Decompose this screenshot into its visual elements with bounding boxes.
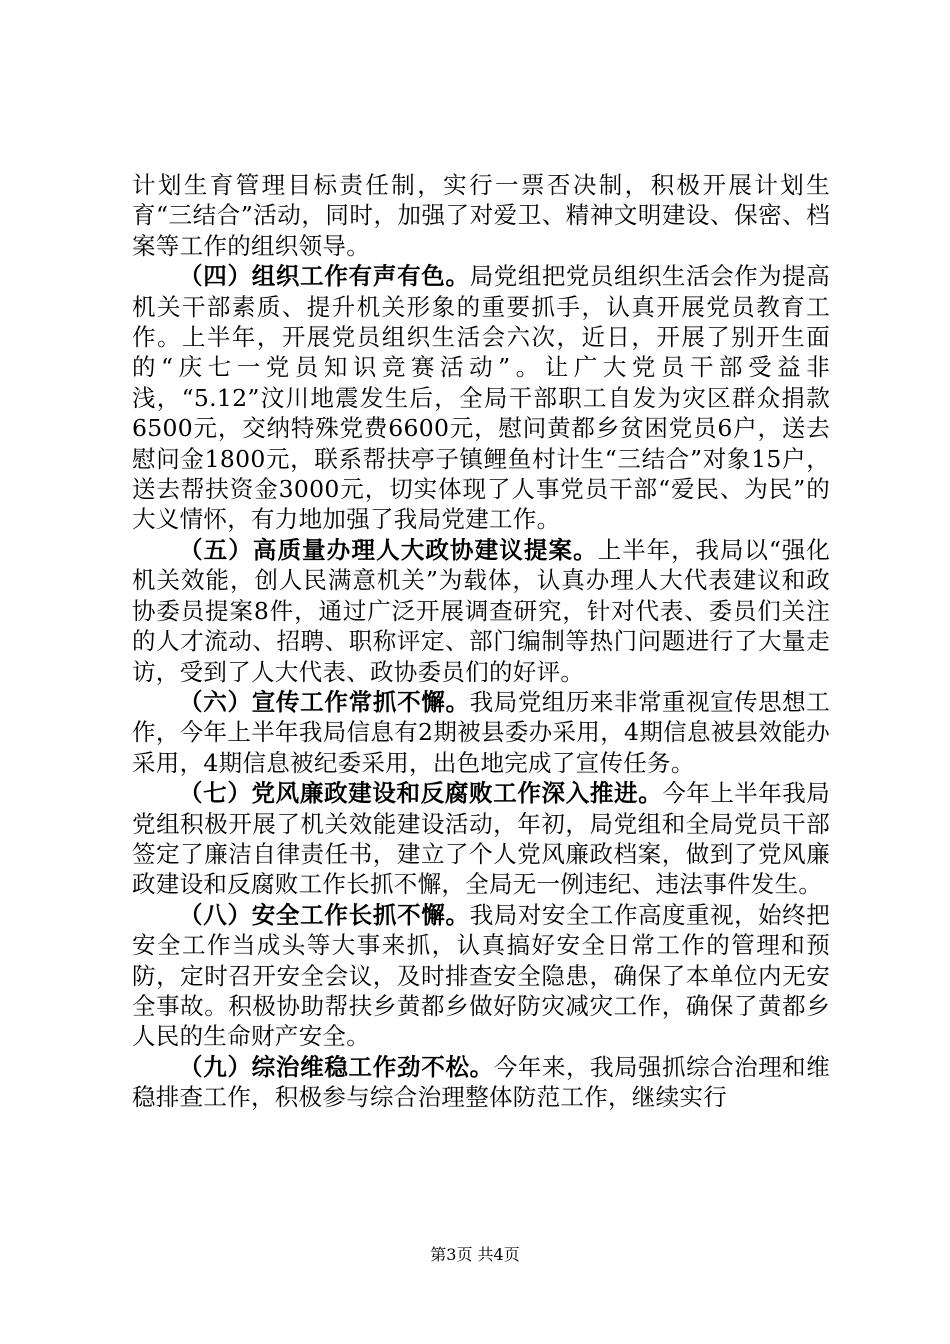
page-number: 第3页 共4页 bbox=[430, 1245, 520, 1264]
paragraph-publicity bbox=[132, 687, 830, 778]
paragraph-text: 上半年，我局以“强化机关效能，创人民满意机关”为载体，认真办理人大代表建议和政协委员提案8件，通过广泛开展调查研究，针对代表、委员们关注的人才流动、招聘、职称评定、部门编制等热门问题进行了大量走访，受到了人大代表、政协委员们的好评。 bbox=[132, 535, 831, 686]
paragraph-heading: （八）安全工作长抓不懈。 bbox=[179, 900, 470, 929]
paragraph-safety bbox=[132, 900, 830, 1052]
paragraph-heading: （七）党风廉政建设和反腐败工作深入推进。 bbox=[179, 779, 663, 808]
paragraph-heading: （六）宣传工作常抓不懈。 bbox=[179, 687, 470, 716]
paragraph-heading: （五）高质量办理人大政协建议提案。 bbox=[179, 535, 598, 564]
page-footer bbox=[0, 1245, 950, 1265]
paragraph-continuation bbox=[132, 170, 830, 261]
paragraph-heading: （四）组织工作有声有色。 bbox=[179, 262, 470, 291]
paragraph-anti-corruption bbox=[132, 778, 830, 900]
paragraph-text: 我局党组历来非常重视宣传思想工作，今年上半年我局信息有2期被县委办采用，4期信息被县效能办采用，4期信息被纪委采用，出色地完成了宣传任务。 bbox=[132, 687, 831, 777]
paragraph-text: 今年上半年我局党组积极开展了机关效能建设活动，年初，局党组和全局党员干部签定了廉洁自律责任书，建立了个人党风廉政档案，做到了党风廉政建设和反腐败工作长抓不懈，全局无一例违纪、违法事件发生。 bbox=[132, 779, 831, 899]
document-body bbox=[132, 170, 830, 1113]
paragraph-text: 我局对安全工作高度重视，始终把安全工作当成头等大事来抓，认真搞好安全日常工作的管理和预防，定时召开安全会议，及时排查安全隐患，确保了本单位内无安全事故。积极协助帮扶乡黄都乡做好防灾减灾工作，确保了黄都乡人民的生命财产安全。 bbox=[132, 900, 831, 1051]
paragraph-proposals bbox=[132, 535, 830, 687]
paragraph-stability bbox=[132, 1052, 830, 1113]
paragraph-text: 今年来，我局强抓综合治理和维稳排查工作，积极参与综合治理整体防范工作，继续实行 bbox=[132, 1052, 831, 1112]
paragraph-heading: （九）综治维稳工作劲不松。 bbox=[179, 1052, 494, 1081]
paragraph-text: 计划生育管理目标责任制，实行一票否决制，积极开展计划生育“三结合”活动，同时，加强了对爱卫、精神文明建设、保密、档案等工作的组织领导。 bbox=[132, 171, 830, 260]
paragraph-organization-work bbox=[132, 261, 830, 535]
paragraph-text: 局党组把党员组织生活会作为提高机关干部素质、提升机关形象的重要抓手，认真开展党员教育工作。上半年，开展党员组织生活会六次，近日，开展了别开生面的“庆七一党员知识竞赛活动”。让广大党员干部受益非浅，“5.12”汶川地震发生后，全局干部职工自发为灾区群众捐款6500元，交纳特殊党费6600元，慰问黄都乡贫困党员6户，送去慰问金1800元，联系帮扶亭子镇鲤鱼村计生“三结合”对象15户，送去帮扶资金3000元，切实体现了人事党员干部“爱民、为民”的大义情怀，有力地加强了我局党建工作。 bbox=[132, 262, 831, 534]
